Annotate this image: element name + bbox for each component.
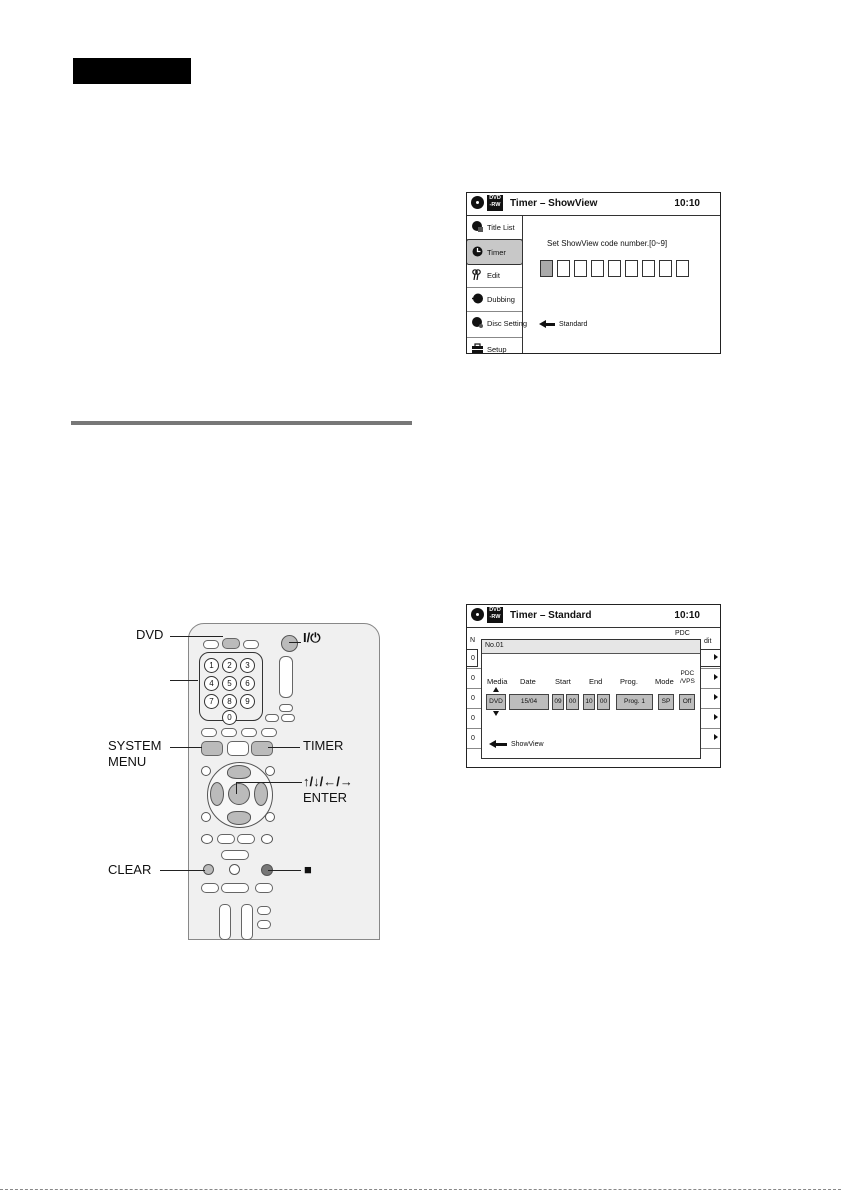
enter-button[interactable] [228, 783, 250, 805]
pdc-vps-field[interactable]: Off [679, 694, 695, 710]
showview-title: Timer – ShowView [510, 198, 598, 209]
row-edit-arrow-icon[interactable] [714, 694, 718, 700]
side-button[interactable] [265, 714, 279, 722]
small-round-button[interactable] [201, 834, 213, 844]
menu-item-disc-setting[interactable] [467, 311, 528, 338]
code-digit-box[interactable] [676, 260, 689, 277]
arrows-label: ↑/↓/←/→ [303, 774, 353, 789]
small-round-button[interactable] [229, 864, 240, 875]
row-edit-arrow-icon[interactable] [714, 734, 718, 740]
system-label: SYSTEM [108, 738, 162, 753]
small-button[interactable] [257, 920, 271, 929]
menu-button[interactable] [227, 741, 249, 756]
menu-label: Disc Setting [487, 319, 528, 328]
label-prog: Prog. [620, 677, 638, 686]
mode-field[interactable]: SP [658, 694, 674, 710]
small-round-button[interactable] [201, 766, 211, 776]
power-label: I/⏻ [303, 630, 321, 645]
dvd-label: DVD [136, 627, 164, 642]
popup-footer-label[interactable]: ShowView [511, 741, 544, 748]
top-button[interactable] [203, 640, 219, 649]
disc-setting-icon [472, 317, 483, 328]
menu-item-dubbing[interactable] [467, 287, 522, 312]
label-pdc-vps: PDC /VPS [680, 670, 695, 685]
menu-item-setup[interactable] [467, 337, 522, 354]
popup-title-bar [482, 640, 700, 654]
media-up-arrow-icon[interactable] [493, 687, 499, 692]
code-digit-box[interactable] [591, 260, 604, 277]
small-button[interactable] [261, 728, 277, 737]
media-down-arrow-icon[interactable] [493, 711, 499, 716]
number-7-button[interactable]: 7 [204, 694, 219, 709]
power-button[interactable] [281, 635, 298, 652]
clear-label: CLEAR [108, 862, 152, 877]
right-arrow-button[interactable] [254, 782, 268, 806]
scissors-icon [472, 269, 483, 280]
row-number: 0 [471, 675, 475, 682]
showview-clock: 10:10 [674, 198, 700, 209]
menu-label: Dubbing [487, 295, 515, 304]
showview-screen [466, 192, 721, 354]
row-edit-arrow-icon[interactable] [714, 674, 718, 680]
menu-label: MENU [108, 754, 147, 769]
timer-setting-popup [481, 639, 701, 759]
popup-title: No.01 [485, 642, 504, 649]
enter-label: ENTER [303, 790, 348, 805]
disc-icon [471, 608, 484, 621]
left-arrow-button[interactable] [210, 782, 224, 806]
small-button[interactable] [201, 883, 219, 893]
down-arrow-button[interactable] [227, 811, 251, 825]
number-8-button[interactable]: 8 [222, 694, 237, 709]
menu-label: Timer [487, 248, 506, 257]
small-button[interactable] [217, 834, 235, 844]
end-hour-field[interactable]: 10 [583, 694, 595, 710]
section-divider [71, 421, 412, 425]
dubbing-icon [472, 293, 483, 304]
title-list-icon [472, 221, 483, 232]
date-field[interactable]: 15/04 [509, 694, 549, 710]
arrows-callout-line [236, 782, 302, 783]
timer-callout-line [268, 747, 300, 748]
channel-rocker[interactable] [219, 904, 231, 940]
number-5-button[interactable]: 5 [222, 676, 237, 691]
power-callout-line [289, 642, 301, 643]
showview-footer-label[interactable]: Standard [559, 321, 588, 328]
code-digit-box[interactable] [625, 260, 638, 277]
code-digit-box[interactable] [608, 260, 621, 277]
side-button[interactable] [279, 704, 293, 712]
timer-label: TIMER [303, 738, 344, 753]
number-6-button[interactable]: 6 [240, 676, 255, 691]
showview-prompt: Set ShowView code number.[0~9] [547, 239, 668, 248]
label-media: Media [487, 677, 508, 686]
column-pdc: PDC [675, 630, 690, 637]
start-hour-field[interactable]: 09 [552, 694, 564, 710]
disc-icon [471, 196, 484, 209]
showview-title-bar [467, 193, 720, 216]
menu-item-title-list[interactable] [467, 215, 522, 240]
dvd-button[interactable] [222, 638, 240, 649]
standard-title: Timer – Standard [510, 610, 592, 621]
small-round-button[interactable] [261, 834, 273, 844]
row-number: 0 [471, 715, 475, 722]
standard-clock: 10:10 [674, 610, 700, 621]
system-menu-button[interactable] [201, 741, 223, 756]
menu-label: Edit [487, 271, 500, 280]
end-minute-field[interactable]: 00 [597, 694, 610, 710]
clock-icon [472, 246, 483, 257]
timer-button[interactable] [251, 741, 273, 756]
page-cut-line [0, 1189, 841, 1190]
small-button[interactable] [257, 906, 271, 915]
row-number: 0 [471, 735, 475, 742]
row-number: 0 [471, 655, 475, 662]
column-edit: dit [704, 638, 712, 645]
toolbox-icon [472, 343, 483, 354]
label-mode: Mode [655, 677, 674, 686]
small-round-button[interactable] [201, 812, 211, 822]
small-button[interactable] [221, 883, 249, 893]
section-tab [73, 58, 191, 84]
row-edit-arrow-icon[interactable] [714, 654, 718, 660]
label-end: End [589, 677, 603, 686]
label-start: Start [555, 677, 571, 686]
side-menu [467, 215, 528, 354]
code-digit-box[interactable] [642, 260, 655, 277]
code-digit-box[interactable] [659, 260, 672, 277]
row-number: 0 [471, 695, 475, 702]
menu-item-timer[interactable] [466, 239, 523, 265]
number-4-button[interactable]: 4 [204, 676, 219, 691]
standard-title-bar [467, 605, 720, 628]
clear-callout-line [160, 870, 205, 871]
dvd-rw-badge: DVD -RW [487, 195, 503, 211]
code-digit-box[interactable] [540, 260, 553, 277]
code-digit-box[interactable] [574, 260, 587, 277]
dvd-callout-line [170, 636, 223, 637]
arrows-callout-vertical [236, 782, 237, 794]
top-button[interactable] [243, 640, 259, 649]
number-9-button[interactable]: 9 [240, 694, 255, 709]
program-field[interactable]: Prog. 1 [616, 694, 653, 710]
numbers-callout-line [170, 680, 198, 681]
number-1-button[interactable]: 1 [204, 658, 219, 673]
media-field[interactable]: DVD [486, 694, 506, 710]
menu-label: Setup [487, 345, 507, 354]
small-button[interactable] [201, 728, 217, 737]
system-menu-callout-line [170, 747, 202, 748]
volume-rocker-lower[interactable] [241, 904, 253, 940]
label-date: Date [520, 677, 536, 686]
code-digit-box[interactable] [557, 260, 570, 277]
number-3-button[interactable]: 3 [240, 658, 255, 673]
dvd-rw-badge: DVD -RW [487, 607, 503, 623]
standard-screen [466, 604, 721, 768]
small-button[interactable] [241, 728, 257, 737]
row-edit-arrow-icon[interactable] [714, 714, 718, 720]
menu-item-edit[interactable] [467, 263, 522, 288]
small-button[interactable] [255, 883, 273, 893]
column-no: N [470, 637, 476, 644]
side-button[interactable] [281, 714, 295, 722]
volume-rocker[interactable] [279, 656, 293, 698]
start-minute-field[interactable]: 00 [566, 694, 579, 710]
stop-label: ■ [304, 862, 312, 877]
up-arrow-button[interactable] [227, 765, 251, 779]
small-button[interactable] [221, 728, 237, 737]
number-2-button[interactable]: 2 [222, 658, 237, 673]
small-button[interactable] [237, 834, 255, 844]
small-button[interactable] [221, 850, 249, 860]
stop-callout-line [268, 870, 301, 871]
number-0-button[interactable]: 0 [222, 710, 237, 725]
menu-label: Title List [487, 223, 515, 232]
